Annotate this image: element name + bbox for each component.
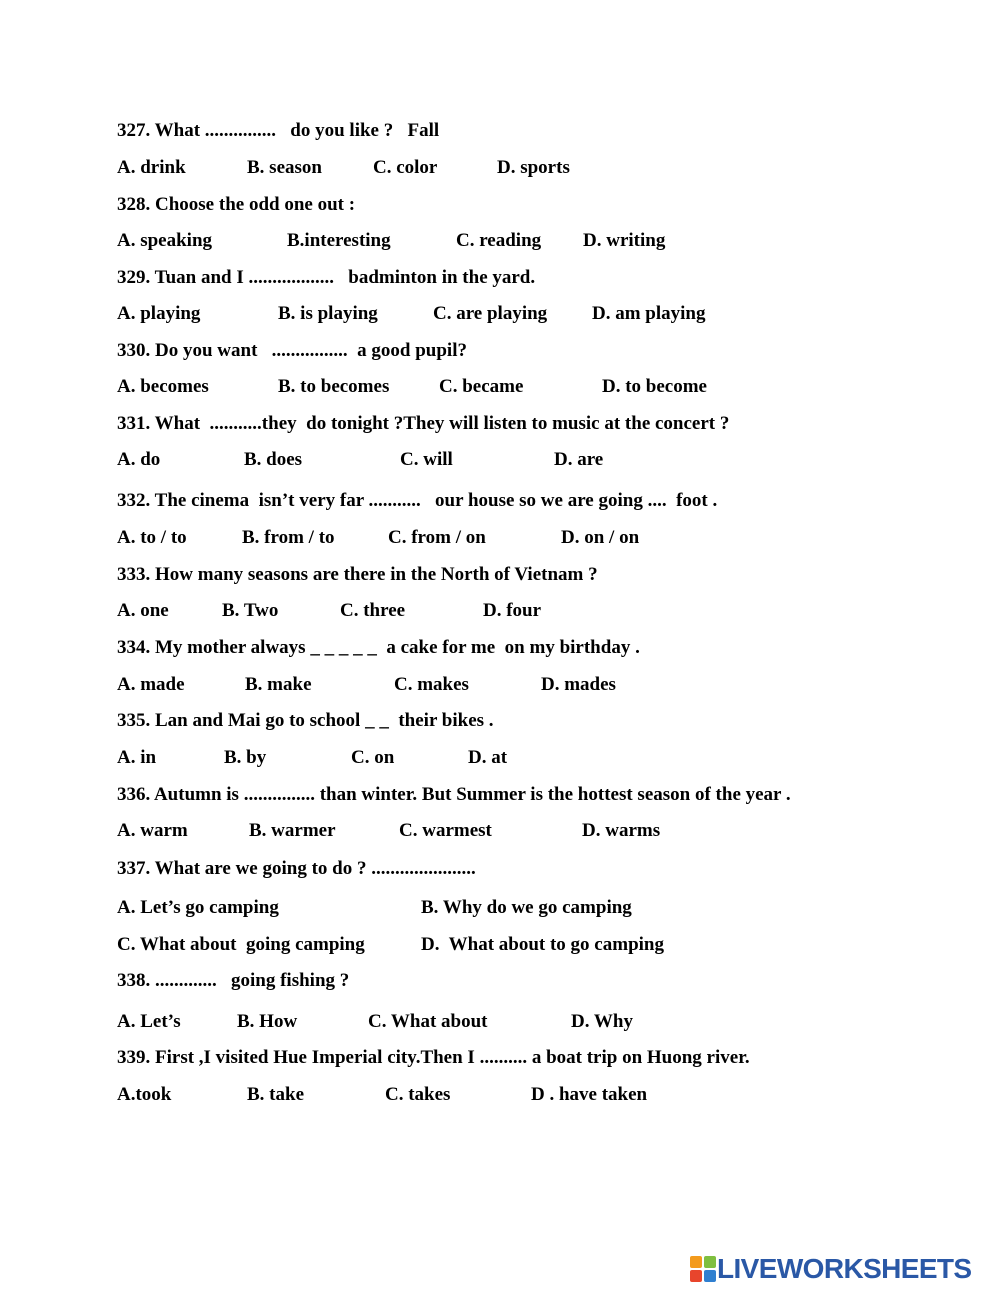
option-d[interactable]: D. are — [554, 449, 604, 470]
option-b[interactable]: B. from / to — [242, 527, 335, 548]
option-d[interactable]: D. to become — [602, 376, 707, 397]
option-b[interactable]: B. does — [244, 449, 303, 470]
question-332-stem: 332. The cinema isn’t very far ........... our house so we are going .... foot . — [117, 490, 718, 511]
option-c[interactable]: C. will — [400, 449, 453, 470]
option-b[interactable]: B. is playing — [278, 303, 378, 324]
option-c[interactable]: C. What about — [368, 1011, 488, 1032]
liveworksheets-logo-icon — [690, 1256, 716, 1282]
question-334-stem: 334. My mother always _ _ _ _ _ a cake for me on my birthday . — [117, 637, 640, 658]
option-c[interactable]: C. What about going camping — [117, 934, 365, 955]
option-c[interactable]: C. takes — [385, 1084, 451, 1105]
option-a[interactable]: A. warm — [117, 820, 188, 841]
option-b[interactable]: B. Two — [222, 600, 279, 621]
question-331-stem: 331. What ...........they do tonight ?They will listen to music at the concert ? — [117, 413, 730, 434]
logo-square-4 — [704, 1270, 716, 1282]
option-b[interactable]: B. to becomes — [278, 376, 390, 397]
option-b[interactable]: B. by — [224, 747, 267, 768]
option-a[interactable]: A. do — [117, 449, 161, 470]
option-a[interactable]: A. made — [117, 674, 185, 695]
option-c[interactable]: C. reading — [456, 230, 542, 251]
option-d[interactable]: D. What about to go camping — [421, 934, 664, 955]
question-329-stem: 329. Tuan and I .................. badminton in the yard. — [117, 267, 536, 288]
question-335-stem: 335. Lan and Mai go to school _ _ their bikes . — [117, 710, 494, 731]
option-d[interactable]: D. sports — [497, 157, 570, 178]
option-c[interactable]: C. color — [373, 157, 438, 178]
question-333-stem: 333. How many seasons are there in the North of Vietnam ? — [117, 564, 598, 585]
question-337-stem: 337. What are we going to do ? ...................... — [117, 858, 476, 879]
option-a[interactable]: A.took — [117, 1084, 172, 1105]
brand-name: LIVEWORKSHEETS — [717, 1253, 972, 1284]
option-b[interactable]: B. warmer — [249, 820, 336, 841]
option-a[interactable]: A. drink — [117, 157, 186, 178]
option-c[interactable]: C. are playing — [433, 303, 548, 324]
logo-square-2 — [704, 1256, 716, 1268]
option-c[interactable]: C. three — [340, 600, 406, 621]
option-b[interactable]: B. season — [247, 157, 322, 178]
option-b[interactable]: B. make — [245, 674, 312, 695]
option-d[interactable]: D. am playing — [592, 303, 706, 324]
option-b[interactable]: B.interesting — [287, 230, 391, 251]
option-d[interactable]: D. writing — [583, 230, 666, 251]
option-d[interactable]: D. four — [483, 600, 542, 621]
logo-square-3 — [690, 1270, 702, 1282]
option-c[interactable]: C. makes — [394, 674, 469, 695]
question-338-stem: 338. ............. going fishing ? — [117, 970, 350, 991]
option-b[interactable]: B. take — [247, 1084, 304, 1105]
option-c[interactable]: C. became — [439, 376, 524, 397]
option-d[interactable]: D. warms — [582, 820, 661, 841]
option-d[interactable]: D. at — [468, 747, 508, 768]
option-a[interactable]: A. Let’s go camping — [117, 897, 279, 918]
option-a[interactable]: A. speaking — [117, 230, 213, 251]
logo-square-1 — [690, 1256, 702, 1268]
option-c[interactable]: C. on — [351, 747, 395, 768]
option-a[interactable]: A. playing — [117, 303, 201, 324]
option-c[interactable]: C. warmest — [399, 820, 492, 841]
option-a[interactable]: A. one — [117, 600, 169, 621]
option-b[interactable]: B. Why do we go camping — [421, 897, 632, 918]
option-a[interactable]: A. becomes — [117, 376, 209, 397]
option-d[interactable]: D. on / on — [561, 527, 640, 548]
liveworksheets-logo — [690, 1252, 990, 1286]
option-c[interactable]: C. from / on — [388, 527, 486, 548]
option-b[interactable]: B. How — [237, 1011, 298, 1032]
option-d[interactable]: D. mades — [541, 674, 616, 695]
question-328-stem: 328. Choose the odd one out : — [117, 194, 356, 215]
option-d[interactable]: D . have taken — [531, 1084, 648, 1105]
question-336-stem: 336. Autumn is ............... than winter. But Summer is the hottest season of the year . — [117, 784, 791, 805]
question-327-stem: 327. What ............... do you like ? Fall — [117, 120, 440, 141]
option-a[interactable]: A. to / to — [117, 527, 187, 548]
question-330-stem: 330. Do you want ................ a good pupil? — [117, 340, 467, 361]
option-d[interactable]: D. Why — [571, 1011, 633, 1032]
question-339-stem: 339. First ,I visited Hue Imperial city.Then I .......... a boat trip on Huong river. — [117, 1047, 750, 1068]
option-a[interactable]: A. in — [117, 747, 157, 768]
question-339-options — [117, 1084, 648, 1150]
option-a[interactable]: A. Let’s — [117, 1011, 181, 1032]
